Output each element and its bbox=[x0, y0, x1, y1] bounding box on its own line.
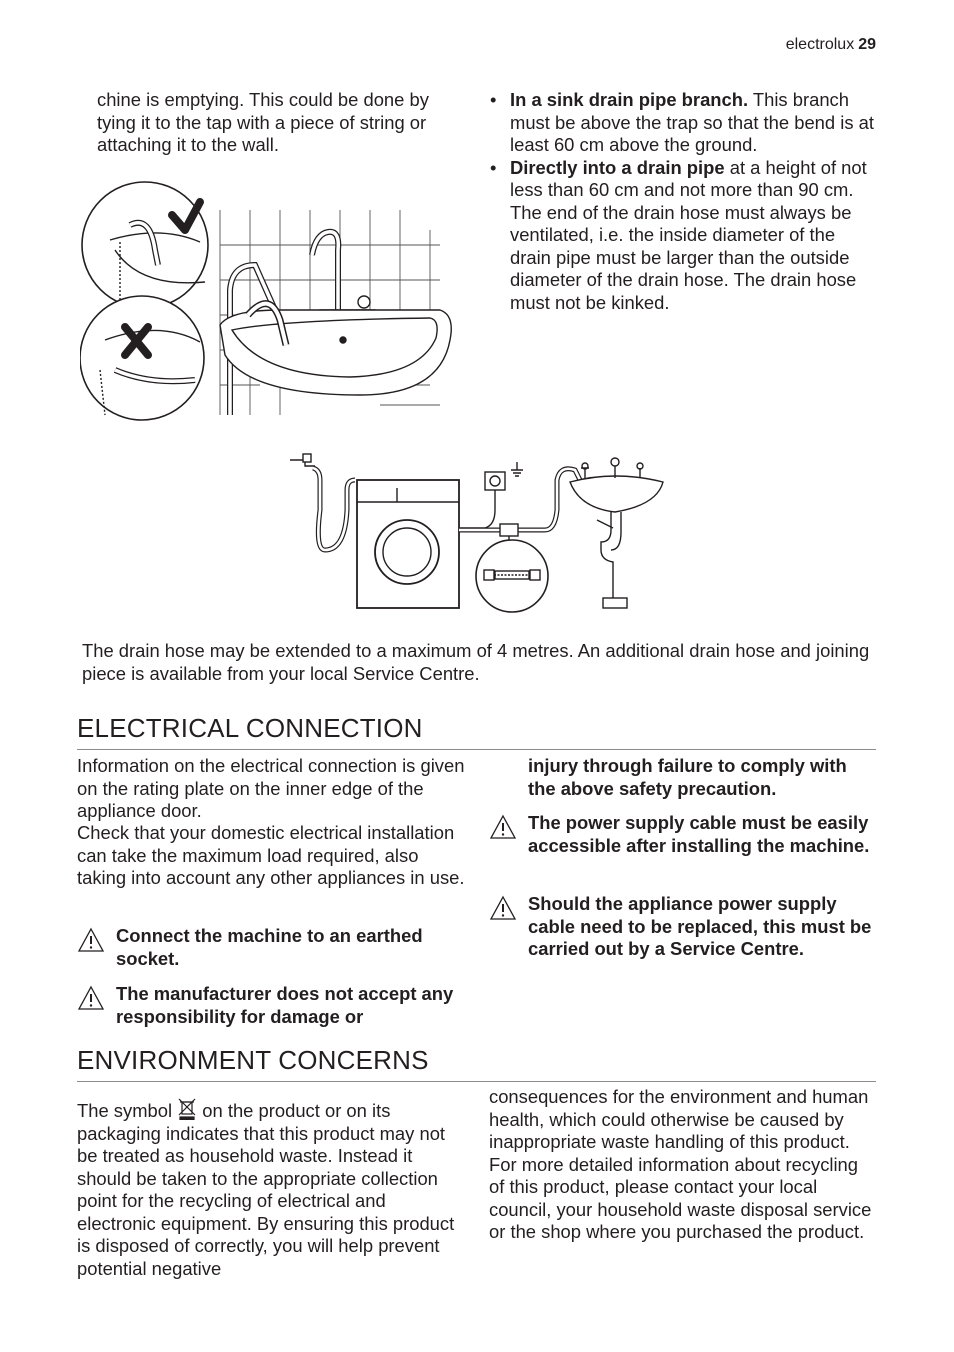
section-divider bbox=[77, 1081, 876, 1082]
environment-text-start: The symbol bbox=[77, 1100, 178, 1121]
drain-option-text: at a height of not less than 60 cm and not more than 90 cm. The end of the drain hose must always be ventilated, i.e. the inside diameter of the drain pipe must be larger than the outside diameter of the drain hose. The drain hose must not be kinked. bbox=[510, 156, 867, 313]
warning-text: The manufacturer does not accept any responsibility for damage or bbox=[116, 983, 454, 1027]
drain-connection-diagram bbox=[285, 450, 670, 615]
brand-name: electrolux bbox=[785, 36, 855, 53]
warning-triangle-icon bbox=[77, 985, 105, 1011]
environment-col-2: consequences for the environment and human health, which could otherwise be caused by inappropriate waste handling of this product. For more detailed information about recycling of this product, please contact your local council, your household waste disposal service or the shop where you purchased the product. bbox=[489, 1086, 872, 1242]
environment-text-rest: on the product or on its packaging indicates that this product may not be treated as household waste. Instead it should be taken to the appropriate collection point for the recycling of electrical and electronic equipment. By ensuring this product is disposed of correctly, you will help prevent potential negative bbox=[77, 1100, 455, 1279]
drain-option-sink-branch bbox=[490, 89, 874, 157]
environment-col-1 bbox=[77, 1098, 467, 1280]
warning-cable-accessible bbox=[489, 812, 879, 857]
electrical-section-title: ELECTRICAL CONNECTION bbox=[77, 713, 423, 743]
warning-text: Should the appliance power supply cable need to be replaced, this must be carried out by a Service Centre. bbox=[528, 893, 872, 959]
intro-continuation: chine is emptying. This could be done by tying it to the tap with a piece of string or attaching it to the wall. bbox=[97, 89, 429, 155]
warning-text: The power supply cable must be easily accessible after installing the machine. bbox=[528, 812, 870, 856]
drain-option-title: In a sink drain pipe branch. bbox=[510, 89, 749, 110]
page-header bbox=[786, 36, 876, 54]
warning-earthed-socket bbox=[77, 925, 465, 970]
electrical-para-1: Information on the electrical connection is given on the rating plate on the inner edge of the appliance door. bbox=[77, 755, 465, 821]
drain-options-list bbox=[490, 89, 874, 314]
sink-illustration bbox=[80, 170, 460, 425]
drain-option-title: Directly into a drain pipe bbox=[510, 156, 725, 178]
page-number: 29 bbox=[858, 36, 876, 53]
drain-extension-note: The drain hose may be extended to a maximum of 4 metres. An additional drain hose and joining piece is available from your local Service Centre. bbox=[82, 640, 870, 684]
drain-option-drain-pipe bbox=[490, 157, 874, 315]
crossed-out-wheelie-bin-icon bbox=[177, 1098, 197, 1120]
warning-triangle-icon bbox=[489, 895, 517, 921]
warning-triangle-icon bbox=[77, 927, 105, 953]
warning-triangle-icon bbox=[489, 814, 517, 840]
section-divider bbox=[77, 749, 876, 750]
environment-section-title: ENVIRONMENT CONCERNS bbox=[77, 1045, 429, 1075]
electrical-para-2: Check that your domestic electrical installation can take the maximum load required, also taking into account any other appliances in use. bbox=[77, 822, 465, 888]
warning-manufacturer-continuation: injury through failure to comply with the above safety precaution. bbox=[528, 755, 847, 799]
drain-option-text: This branch must be above the trap so that the bend is at least 60 cm above the ground. bbox=[510, 89, 874, 155]
warning-manufacturer-responsibility bbox=[77, 983, 465, 1028]
warning-text: Connect the machine to an earthed socket. bbox=[116, 925, 423, 969]
warning-cable-replacement bbox=[489, 893, 879, 961]
